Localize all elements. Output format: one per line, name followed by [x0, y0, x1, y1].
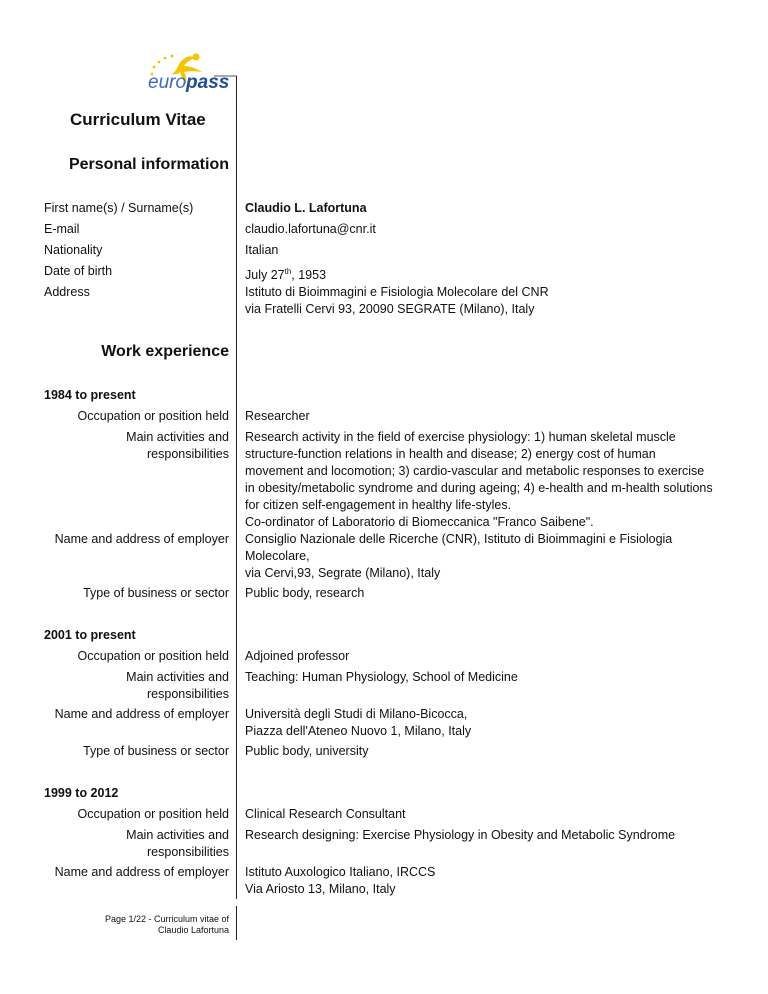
- value-nationality: Italian: [245, 243, 279, 257]
- label-activities: Main activities and responsibilities: [126, 670, 229, 701]
- europass-logo: [134, 52, 244, 96]
- value-employer: Consiglio Nazionale delle Ricerche (CNR), Istituto di Bioimmagini e Fisiologia Molecolare, via Cervi,93, Segrate (Milano), Italy: [245, 532, 673, 580]
- label-employer: Name and address of employer: [54, 532, 229, 546]
- label-address: Address: [44, 285, 90, 299]
- value-occupation: Clinical Research Consultant: [245, 807, 406, 821]
- label-occupation: Occupation or position held: [77, 649, 229, 663]
- label-employer: Name and address of employer: [54, 865, 229, 879]
- value-name: Claudio L. Lafortuna: [245, 201, 367, 215]
- value-sector: Public body, university: [245, 744, 369, 758]
- value-activities: Research activity in the field of exercise physiology: 1) human skeletal muscle structure-function relations in health and disease; 2) energy cost of human movement and locomotion; 3) cardio-vascular and metabolic responses to exercise in obesity/metabolic syndrome and during ageing; 4) e-health and m-health solutions for citizen self-engagement in healthy life-styles. Co-ordinator of Laboratorio di Biomeccanica "Franco Saibene".: [245, 430, 713, 529]
- value-activities: Teaching: Human Physiology, School of Medicine: [245, 670, 518, 684]
- left-column-rule-footer: [236, 906, 237, 940]
- label-employer: Name and address of employer: [54, 707, 229, 721]
- value-address-line1: Istituto di Bioimmagini e Fisiologia Molecolare del CNR: [245, 285, 549, 299]
- value-employer: Istituto Auxologico Italiano, IRCCS Via Ariosto 13, Milano, Italy: [245, 865, 436, 896]
- value-occupation: Adjoined professor: [245, 649, 350, 663]
- entry-period: 1984 to present: [44, 388, 136, 402]
- value-employer: Università degli Studi di Milano-Bicocca, Piazza dell'Ateneo Nuovo 1, Milano, Italy: [245, 707, 472, 738]
- label-dob: Date of birth: [44, 264, 113, 278]
- label-sector: Type of business or sector: [83, 744, 229, 758]
- label-name: First name(s) / Surname(s): [44, 201, 194, 215]
- left-column-rule-top: [236, 76, 237, 899]
- value-email: claudio.lafortuna@cnr.it: [245, 222, 376, 236]
- label-occupation: Occupation or position held: [77, 807, 229, 821]
- value-occupation: Researcher: [245, 409, 310, 423]
- label-email: E-mail: [44, 222, 80, 236]
- label-activities: Main activities and responsibilities: [126, 430, 229, 461]
- page-footer: Page 1/22 - Curriculum vitae of Claudio Lafortuna: [104, 914, 229, 935]
- entry-period: 1999 to 2012: [44, 786, 119, 800]
- label-occupation: Occupation or position held: [77, 409, 229, 423]
- label-sector: Type of business or sector: [83, 586, 229, 600]
- entry-period: 2001 to present: [44, 628, 136, 642]
- label-nationality: Nationality: [44, 243, 103, 257]
- label-activities: Main activities and responsibilities: [126, 828, 229, 859]
- value-address-line2: via Fratelli Cervi 93, 20090 SEGRATE (Milano), Italy: [245, 302, 535, 316]
- value-sector: Public body, research: [245, 586, 365, 600]
- value-dob: July 27th, 1953: [245, 267, 327, 283]
- section-heading-personal: Personal information: [68, 156, 229, 173]
- section-heading-work: Work experience: [101, 343, 229, 360]
- europass-wordmark: europass: [148, 72, 230, 93]
- value-activities: Research designing: Exercise Physiology in Obesity and Metabolic Syndrome: [245, 828, 676, 842]
- document-title: Curriculum Vitae: [70, 110, 206, 129]
